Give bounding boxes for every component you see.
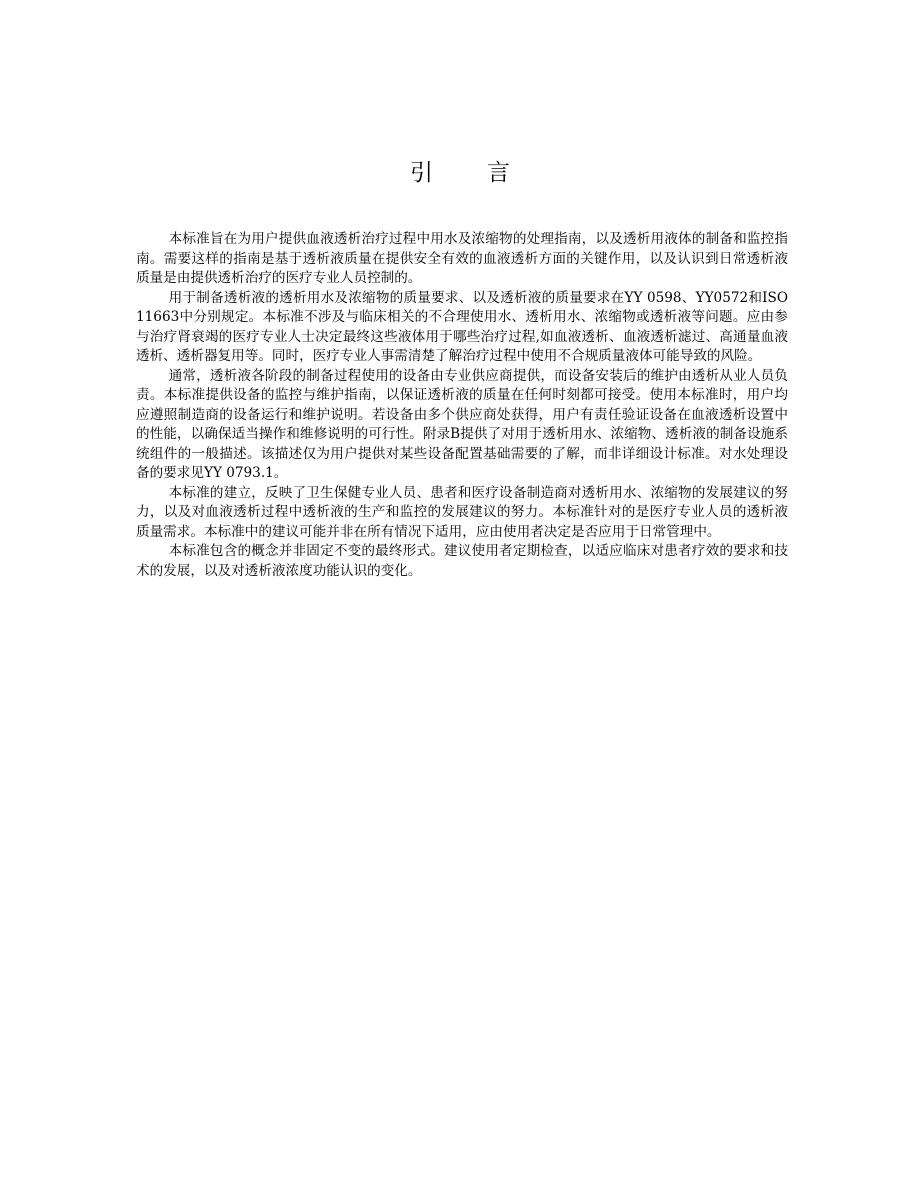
paragraph-3: 通常，透析液各阶段的制备过程使用的设备由专业供应商提供，而设备安装后的维护由透析从业人员负责。本标准提供设备的监控与维护指南，以保证透析液的质量在任何时刻都可接受。使用本标准时，用户均应遵照制造商的设备运行和维护说明。若设备由多个供应商处获得，用户有责任验证设备在血液透析设置中的性能，以确保适当操作和维修说明的可行性。附录B提供了对用于透析用水、浓缩物、透析液的制备设施系统组件的一般描述。该描述仅为用户提供对某些设备配置基础需要的了解，而非详细设计标准。对水处理设备的要求见YY 0793.1。 [136,367,788,481]
introduction-body [136,230,788,581]
paragraph-4: 本标准的建立，反映了卫生保健专业人员、患者和医疗设备制造商对透析用水、浓缩物的发展建议的努力，以及对血液透析过程中透析液的生产和监控的发展建议的努力。本标准针对的是医疗专业人员的透析液质量需求。本标准中的建议可能并非在所有情况下适用，应由使用者决定是否应用于日常管理中。 [136,484,788,540]
title-char-1: 引 [410,160,433,186]
page-title [0,156,920,190]
paragraph-2: 用于制备透析液的透析用水及浓缩物的质量要求、以及透析液的质量要求在YY 0598、YY0572和ISO 11663中分别规定。本标准不涉及与临床相关的不合理使用水、透析用水、浓缩物或透析液等问题。应由参与治疗肾衰竭的医疗专业人士决定最终这些液体用于哪些治疗过程,如血液透析、血液透析滤过、高通量血液透析、透析器复用等。同时，医疗专业人事需清楚了解治疗过程中使用不合规质量液体可能导致的风险。 [136,289,788,364]
title-char-2: 言 [487,160,510,186]
paragraph-1: 本标准旨在为用户提供血液透析治疗过程中用水及浓缩物的处理指南，以及透析用液体的制备和监控指南。需要这样的指南是基于透析液质量在提供安全有效的血液透析方面的关键作用，以及认识到日常透析液质量是由提供透析治疗的医疗专业人员控制的。 [136,231,788,286]
paragraph-5: 本标准包含的概念并非固定不变的最终形式。建议使用者定期检查，以适应临床对患者疗效的要求和技术的发展，以及对透析液浓度功能认识的变化。 [136,543,788,579]
